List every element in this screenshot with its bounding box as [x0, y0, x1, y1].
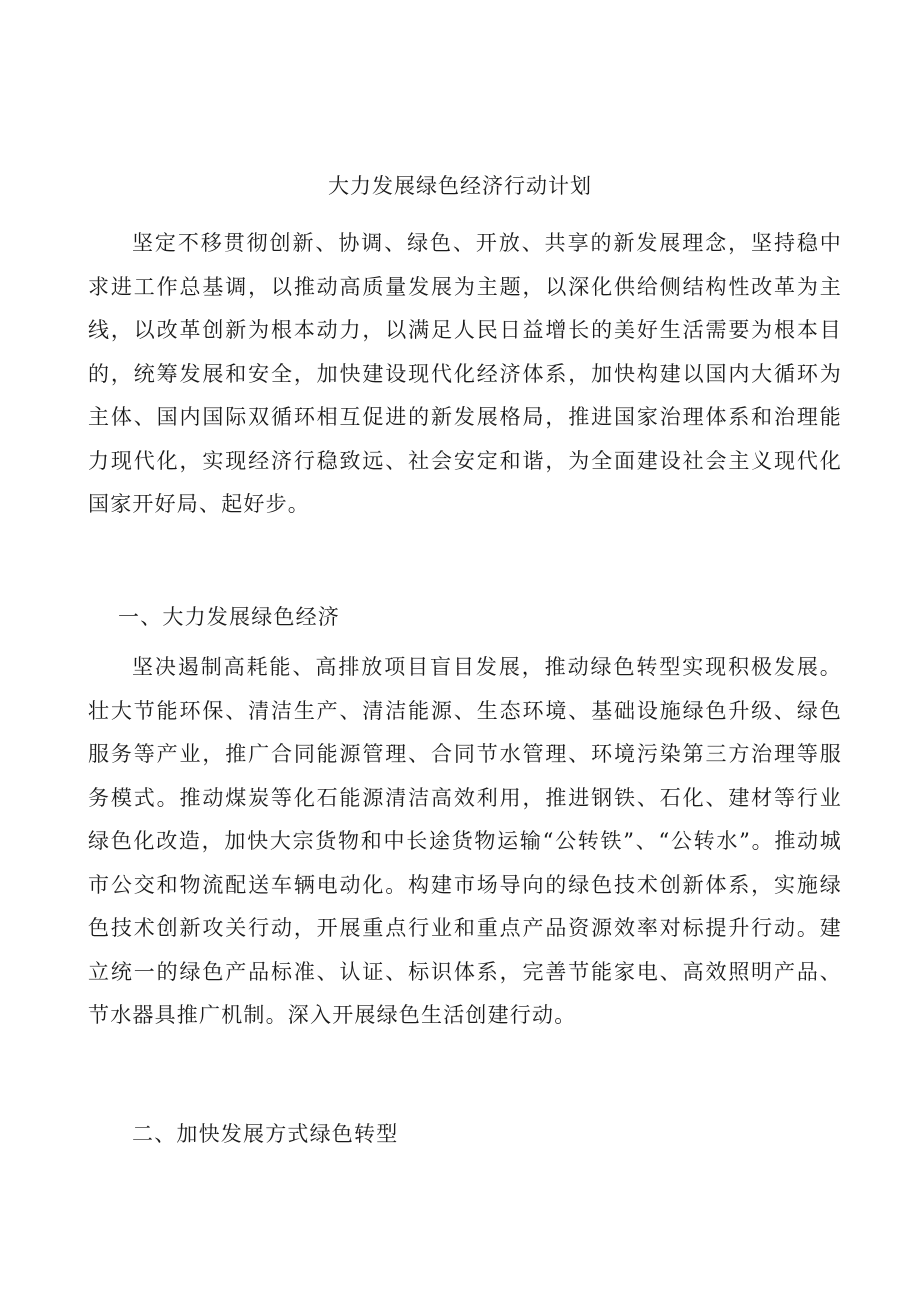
section-heading-2: 二、加快发展方式绿色转型	[132, 1122, 399, 1146]
section-heading-1: 一、大力发展绿色经济	[118, 605, 340, 629]
document-title: 大力发展绿色经济行动计划	[328, 174, 592, 198]
section-1-paragraph: 坚决遏制高耗能、高排放项目盲目发展，推动绿色转型实现积极发展。壮大节能环保、清洁生产、清洁能源、生态环境、基础设施绿色升级、绿色服务等产业，推广合同能源管理、合同节水管理、环境污染第三方治理等服务模式。推动煤炭等化石能源清洁高效利用，推进钢铁、石化、建材等行业绿色化改造，加快大宗货物和中长途货物运输“公转铁”、“公转水”。推动城市公交和物流配送车辆电动化。构建市场导向的绿色技术创新体系，实施绿色技术创新攻关行动，开展重点行业和重点产品资源效率对标提升行动。建立统一的绿色产品标准、认证、标识体系，完善节能家电、高效照明产品、节水器具推广机制。深入开展绿色生活创建行动。	[88, 655, 842, 1027]
intro-paragraph: 坚定不移贯彻创新、协调、绿色、开放、共享的新发展理念，坚持稳中求进工作总基调，以推动高质量发展为主题，以深化供给侧结构性改革为主线，以改革创新为根本动力，以满足人民日益增长的美好生活需要为根本目的，统筹发展和安全，加快建设现代化经济体系，加快构建以国内大循环为主体、国内国际双循环相互促进的新发展格局，推进国家治理体系和治理能力现代化，实现经济行稳致远、社会安定和谐，为全面建设社会主义现代化国家开好局、起好步。	[88, 231, 842, 516]
